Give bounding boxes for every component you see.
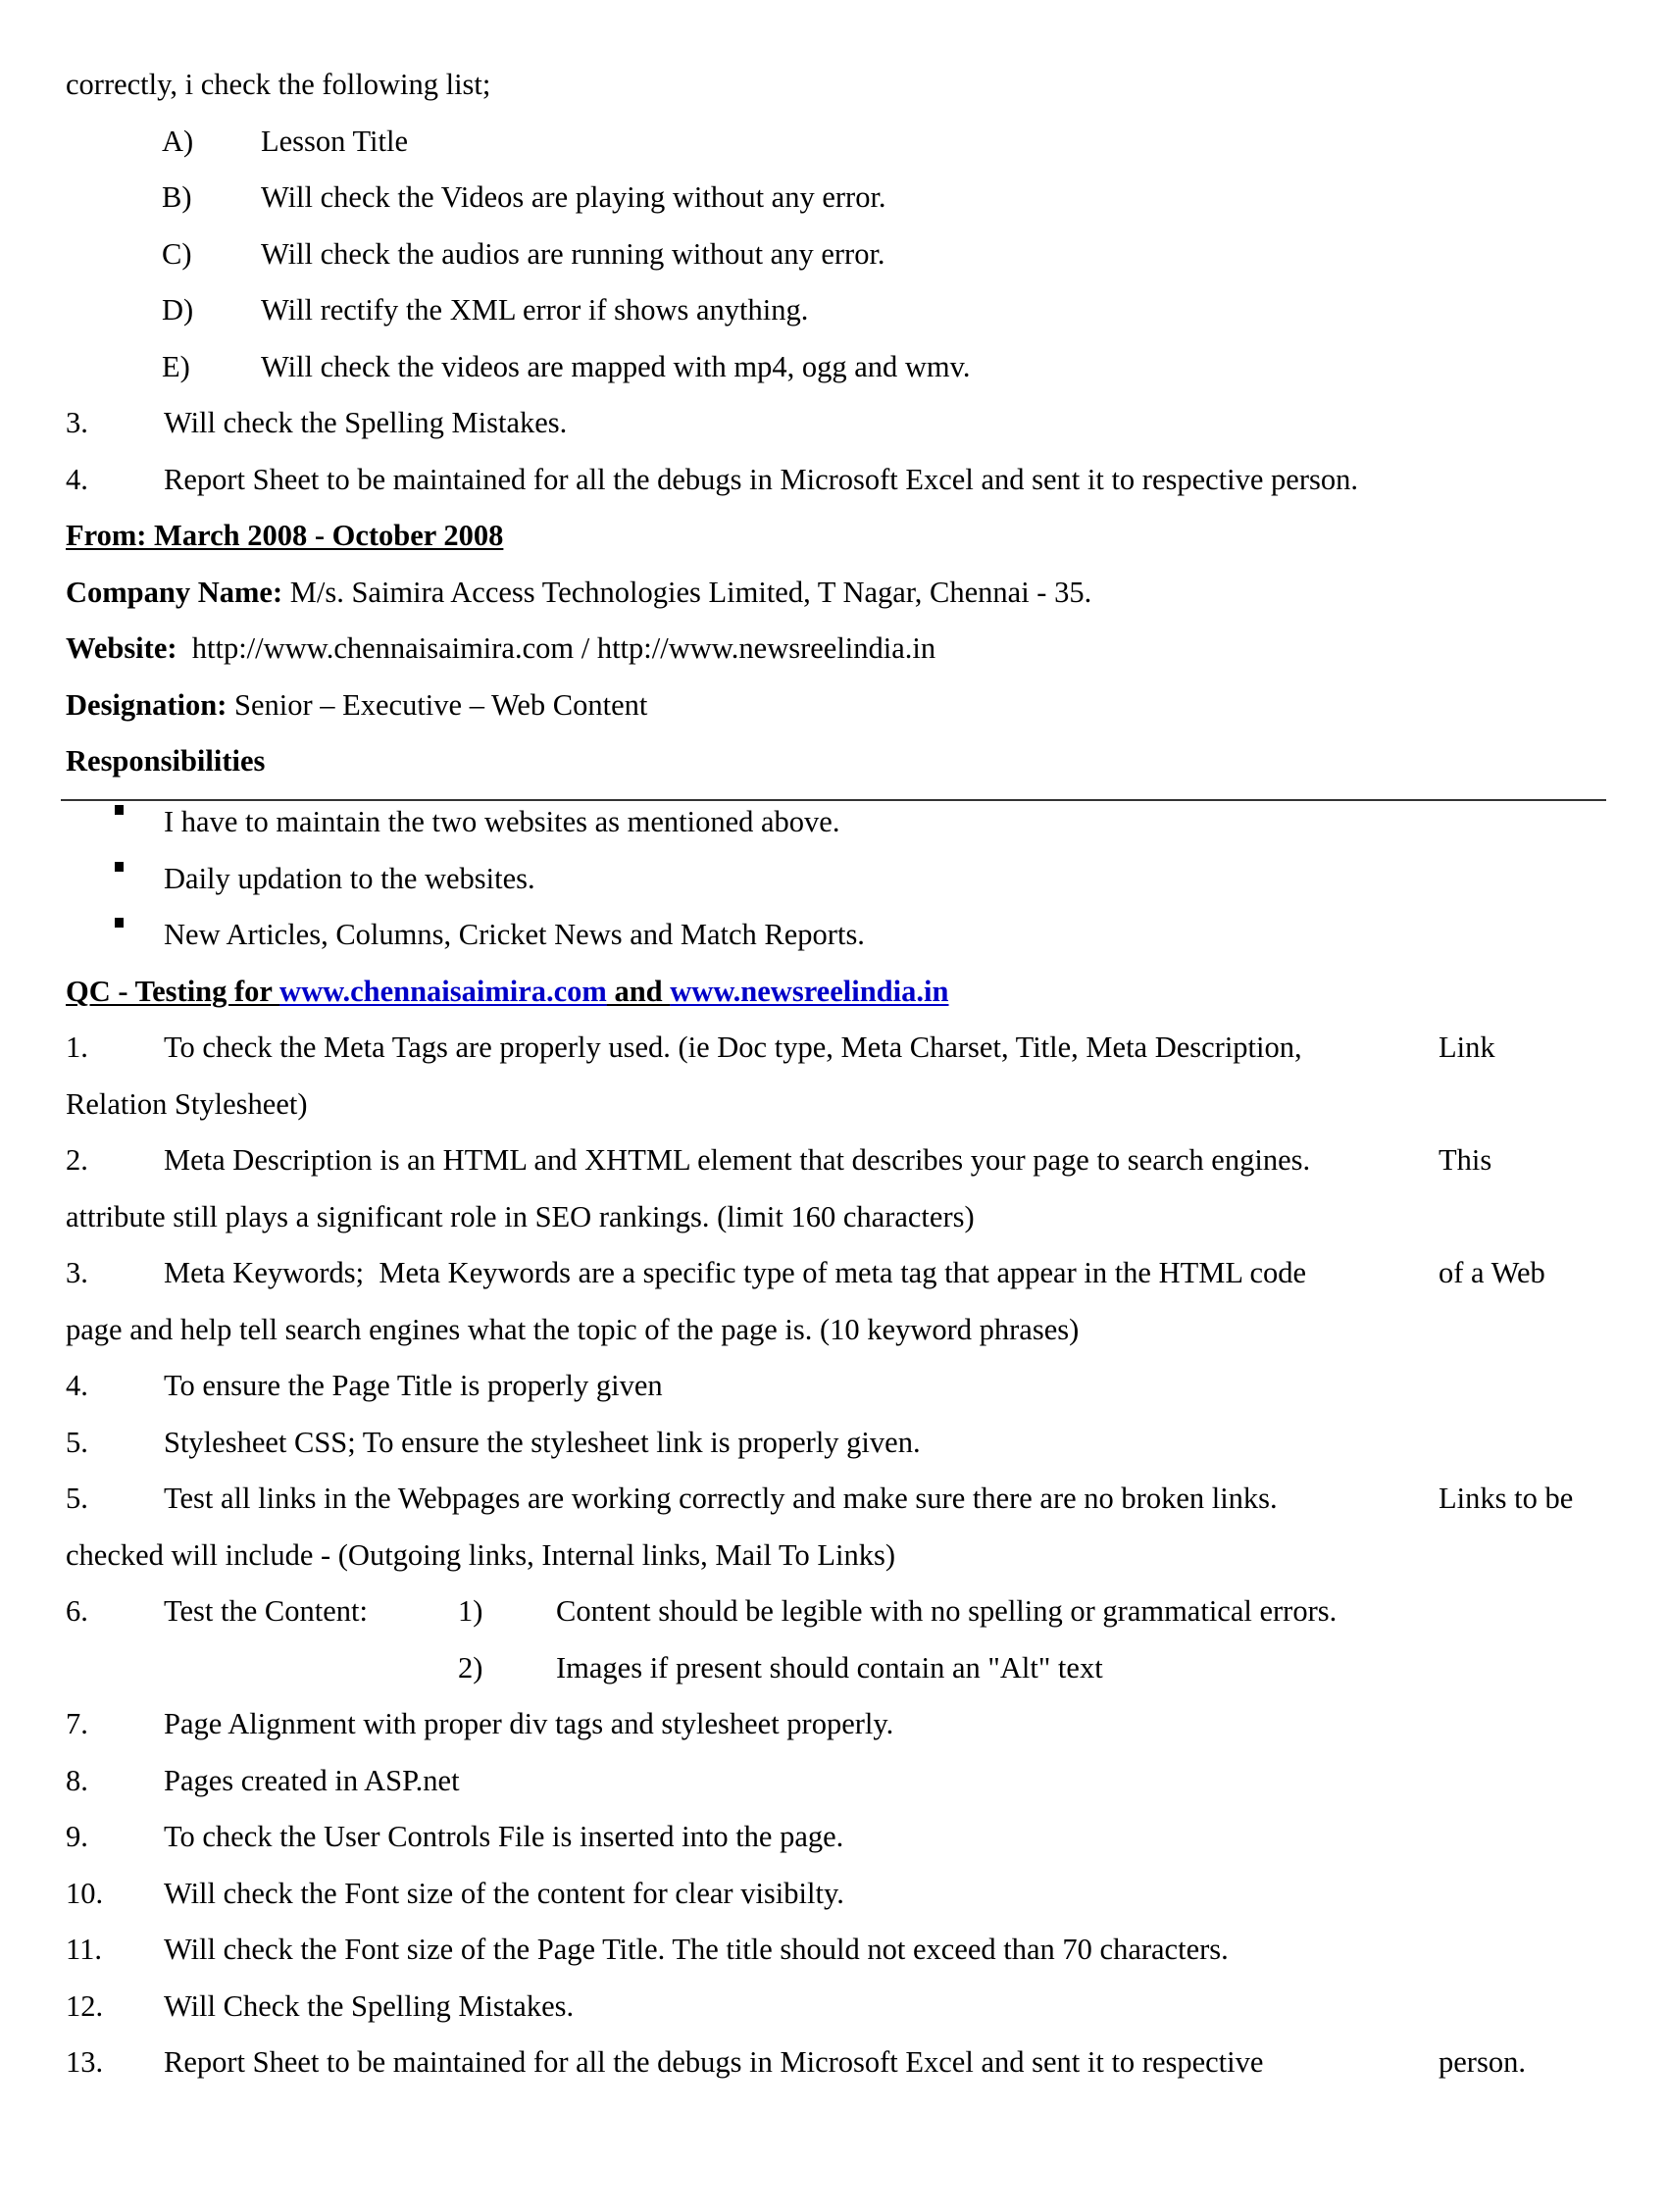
item-text: Stylesheet CSS; To ensure the stylesheet link is properly given. (164, 1425, 921, 1459)
qc-item (0, 1763, 460, 1797)
item-number: 4. (66, 1369, 88, 1402)
designation-label: Designation: (66, 687, 227, 722)
checklist-marker: C) (162, 236, 192, 271)
qc-item (0, 1594, 1338, 1628)
responsibility-item (0, 861, 535, 895)
numbered-item (0, 406, 568, 439)
responsibility-item (0, 918, 865, 951)
job-period-line (0, 519, 504, 552)
sub-marker: 1) (458, 1594, 483, 1628)
item-number: 12. (66, 1988, 104, 2023)
designation-line (0, 687, 648, 722)
item-continuation: page and help tell search engines what the topic of the page is. (10 keyword phrases) (66, 1312, 1080, 1346)
qc-item (0, 1369, 663, 1402)
qc-item-continuation (0, 1199, 975, 1233)
qc-item (0, 1031, 1495, 1064)
qc-item-continuation (0, 1312, 1080, 1346)
item-tail: Links to be (1439, 1482, 1574, 1515)
sub-text: Content should be legible with no spelling or grammatical errors. (556, 1594, 1338, 1628)
company-line (0, 575, 1092, 609)
responsibilities-heading-line (0, 744, 266, 778)
qc-item-continuation (0, 1086, 308, 1121)
item-continuation: attribute still plays a significant role in SEO rankings. (limit 160 characters) (66, 1199, 975, 1233)
responsibility-text: I have to maintain the two websites as mentioned above. (164, 805, 840, 838)
responsibility-text: New Articles, Columns, Cricket News and Match Reports. (164, 918, 865, 951)
qc-heading-mid: and (606, 974, 671, 1008)
item-text: Will check the Spelling Mistakes. (164, 406, 568, 439)
qc-item (0, 2045, 1526, 2079)
numbered-item (0, 462, 1358, 496)
item-continuation: Relation Stylesheet) (66, 1086, 308, 1121)
qc-item-continuation (0, 1537, 896, 1572)
item-text: Report Sheet to be maintained for all the debugs in Microsoft Excel and sent it to respective person. (164, 462, 1358, 496)
checklist-marker: E) (162, 349, 190, 383)
item-number: 3. (66, 1256, 88, 1289)
item-number: 8. (66, 1763, 88, 1797)
qc-heading (66, 975, 948, 1008)
item-text: To ensure the Page Title is properly given (164, 1369, 663, 1402)
item-text: Test the Content: (164, 1594, 368, 1628)
checklist-marker: D) (162, 293, 194, 327)
item-text: To check the User Controls File is inserted into the page. (164, 1820, 844, 1853)
horizontal-rule (61, 799, 1606, 801)
checklist-text: Will rectify the XML error if shows anything. (261, 293, 809, 327)
checklist-item (0, 124, 408, 158)
qc-subitem (0, 1650, 1103, 1684)
qc-item (0, 1933, 1229, 1966)
item-number: 13. (66, 2045, 104, 2079)
sub-text: Images if present should contain an "Alt" text (556, 1650, 1103, 1684)
item-text: Pages created in ASP.net (164, 1763, 460, 1797)
item-text: Report Sheet to be maintained for all the debugs in Microsoft Excel and sent it to respective (164, 2045, 1264, 2079)
checklist-text: Will check the audios are running without any error. (261, 236, 885, 271)
item-number: 10. (66, 1876, 104, 1910)
square-bullet-icon (115, 862, 124, 872)
checklist-item (0, 236, 885, 271)
qc-item (0, 1256, 1545, 1289)
qc-item (0, 1707, 894, 1740)
item-text: Will check the Font size of the Page Title. The title should not exceed than 70 characters. (164, 1933, 1229, 1966)
qc-heading-line (0, 974, 949, 1008)
item-number: 11. (66, 1933, 102, 1966)
qc-item (0, 1425, 921, 1459)
job-period: From: March 2008 - October 2008 (66, 519, 504, 552)
item-continuation: checked will include - (Outgoing links, Internal links, Mail To Links) (66, 1537, 896, 1572)
qc-item (0, 1988, 575, 2023)
company-label: Company Name: (66, 575, 283, 609)
item-tail: This (1439, 1143, 1492, 1177)
item-text: Meta Description is an HTML and XHTML element that describes your page to search engines. (164, 1143, 1311, 1177)
website-label: Website: (66, 631, 177, 665)
item-tail: person. (1439, 2045, 1526, 2079)
checklist-text: Will check the Videos are playing without any error. (261, 180, 886, 214)
item-number: 5. (66, 1425, 88, 1459)
item-number: 4. (66, 462, 88, 496)
item-text: Test all links in the Webpages are working correctly and make sure there are no broken links. (164, 1482, 1278, 1515)
designation-value: Senior – Executive – Web Content (227, 687, 648, 722)
item-text: Will Check the Spelling Mistakes. (164, 1988, 575, 2023)
item-number: 7. (66, 1707, 88, 1740)
website-value: http://www.chennaisaimira.com / http://www.newsreelindia.in (177, 631, 936, 665)
company-value: M/s. Saimira Access Technologies Limited, T Nagar, Chennai - 35. (282, 575, 1092, 609)
intro-text: correctly, i check the following list; (66, 68, 491, 101)
checklist-item (0, 180, 886, 214)
square-bullet-icon (115, 805, 124, 815)
item-number: 5. (66, 1482, 88, 1515)
item-tail: Link (1439, 1031, 1495, 1064)
checklist-marker: A) (162, 124, 194, 158)
qc-item (0, 1482, 1574, 1515)
item-number: 1. (66, 1031, 88, 1064)
checklist-text: Will check the videos are mapped with mp4, ogg and wmv. (261, 349, 971, 383)
item-text: Page Alignment with proper div tags and stylesheet properly. (164, 1707, 894, 1740)
newsreelindia-link[interactable]: www.newsreelindia.in (670, 974, 949, 1008)
responsibilities-heading: Responsibilities (66, 744, 266, 778)
square-bullet-icon (115, 918, 124, 928)
item-text: Will check the Font size of the content for clear visibilty. (164, 1876, 844, 1910)
sub-marker: 2) (458, 1650, 483, 1684)
intro-line (0, 68, 491, 101)
qc-item (0, 1876, 844, 1910)
item-tail: of a Web (1439, 1256, 1545, 1289)
checklist-marker: B) (162, 180, 192, 214)
item-number: 2. (66, 1143, 88, 1177)
checklist-item (0, 349, 971, 383)
responsibility-item (0, 805, 840, 838)
item-number: 6. (66, 1594, 88, 1628)
item-text: To check the Meta Tags are properly used. (ie Doc type, Meta Charset, Title, Meta Description, (164, 1031, 1302, 1064)
item-number: 9. (66, 1820, 88, 1853)
checklist-text: Lesson Title (261, 124, 408, 158)
qc-item (0, 1820, 844, 1853)
item-number: 3. (66, 406, 88, 439)
website-line (0, 631, 936, 665)
qc-heading-prefix: QC - Testing for (66, 974, 280, 1008)
chennaisaimira-link[interactable]: www.chennaisaimira.com (279, 974, 607, 1008)
responsibility-text: Daily updation to the websites. (164, 861, 535, 895)
qc-item (0, 1143, 1492, 1177)
checklist-item (0, 293, 809, 327)
item-text: Meta Keywords; Meta Keywords are a specific type of meta tag that appear in the HTML code (164, 1256, 1307, 1289)
